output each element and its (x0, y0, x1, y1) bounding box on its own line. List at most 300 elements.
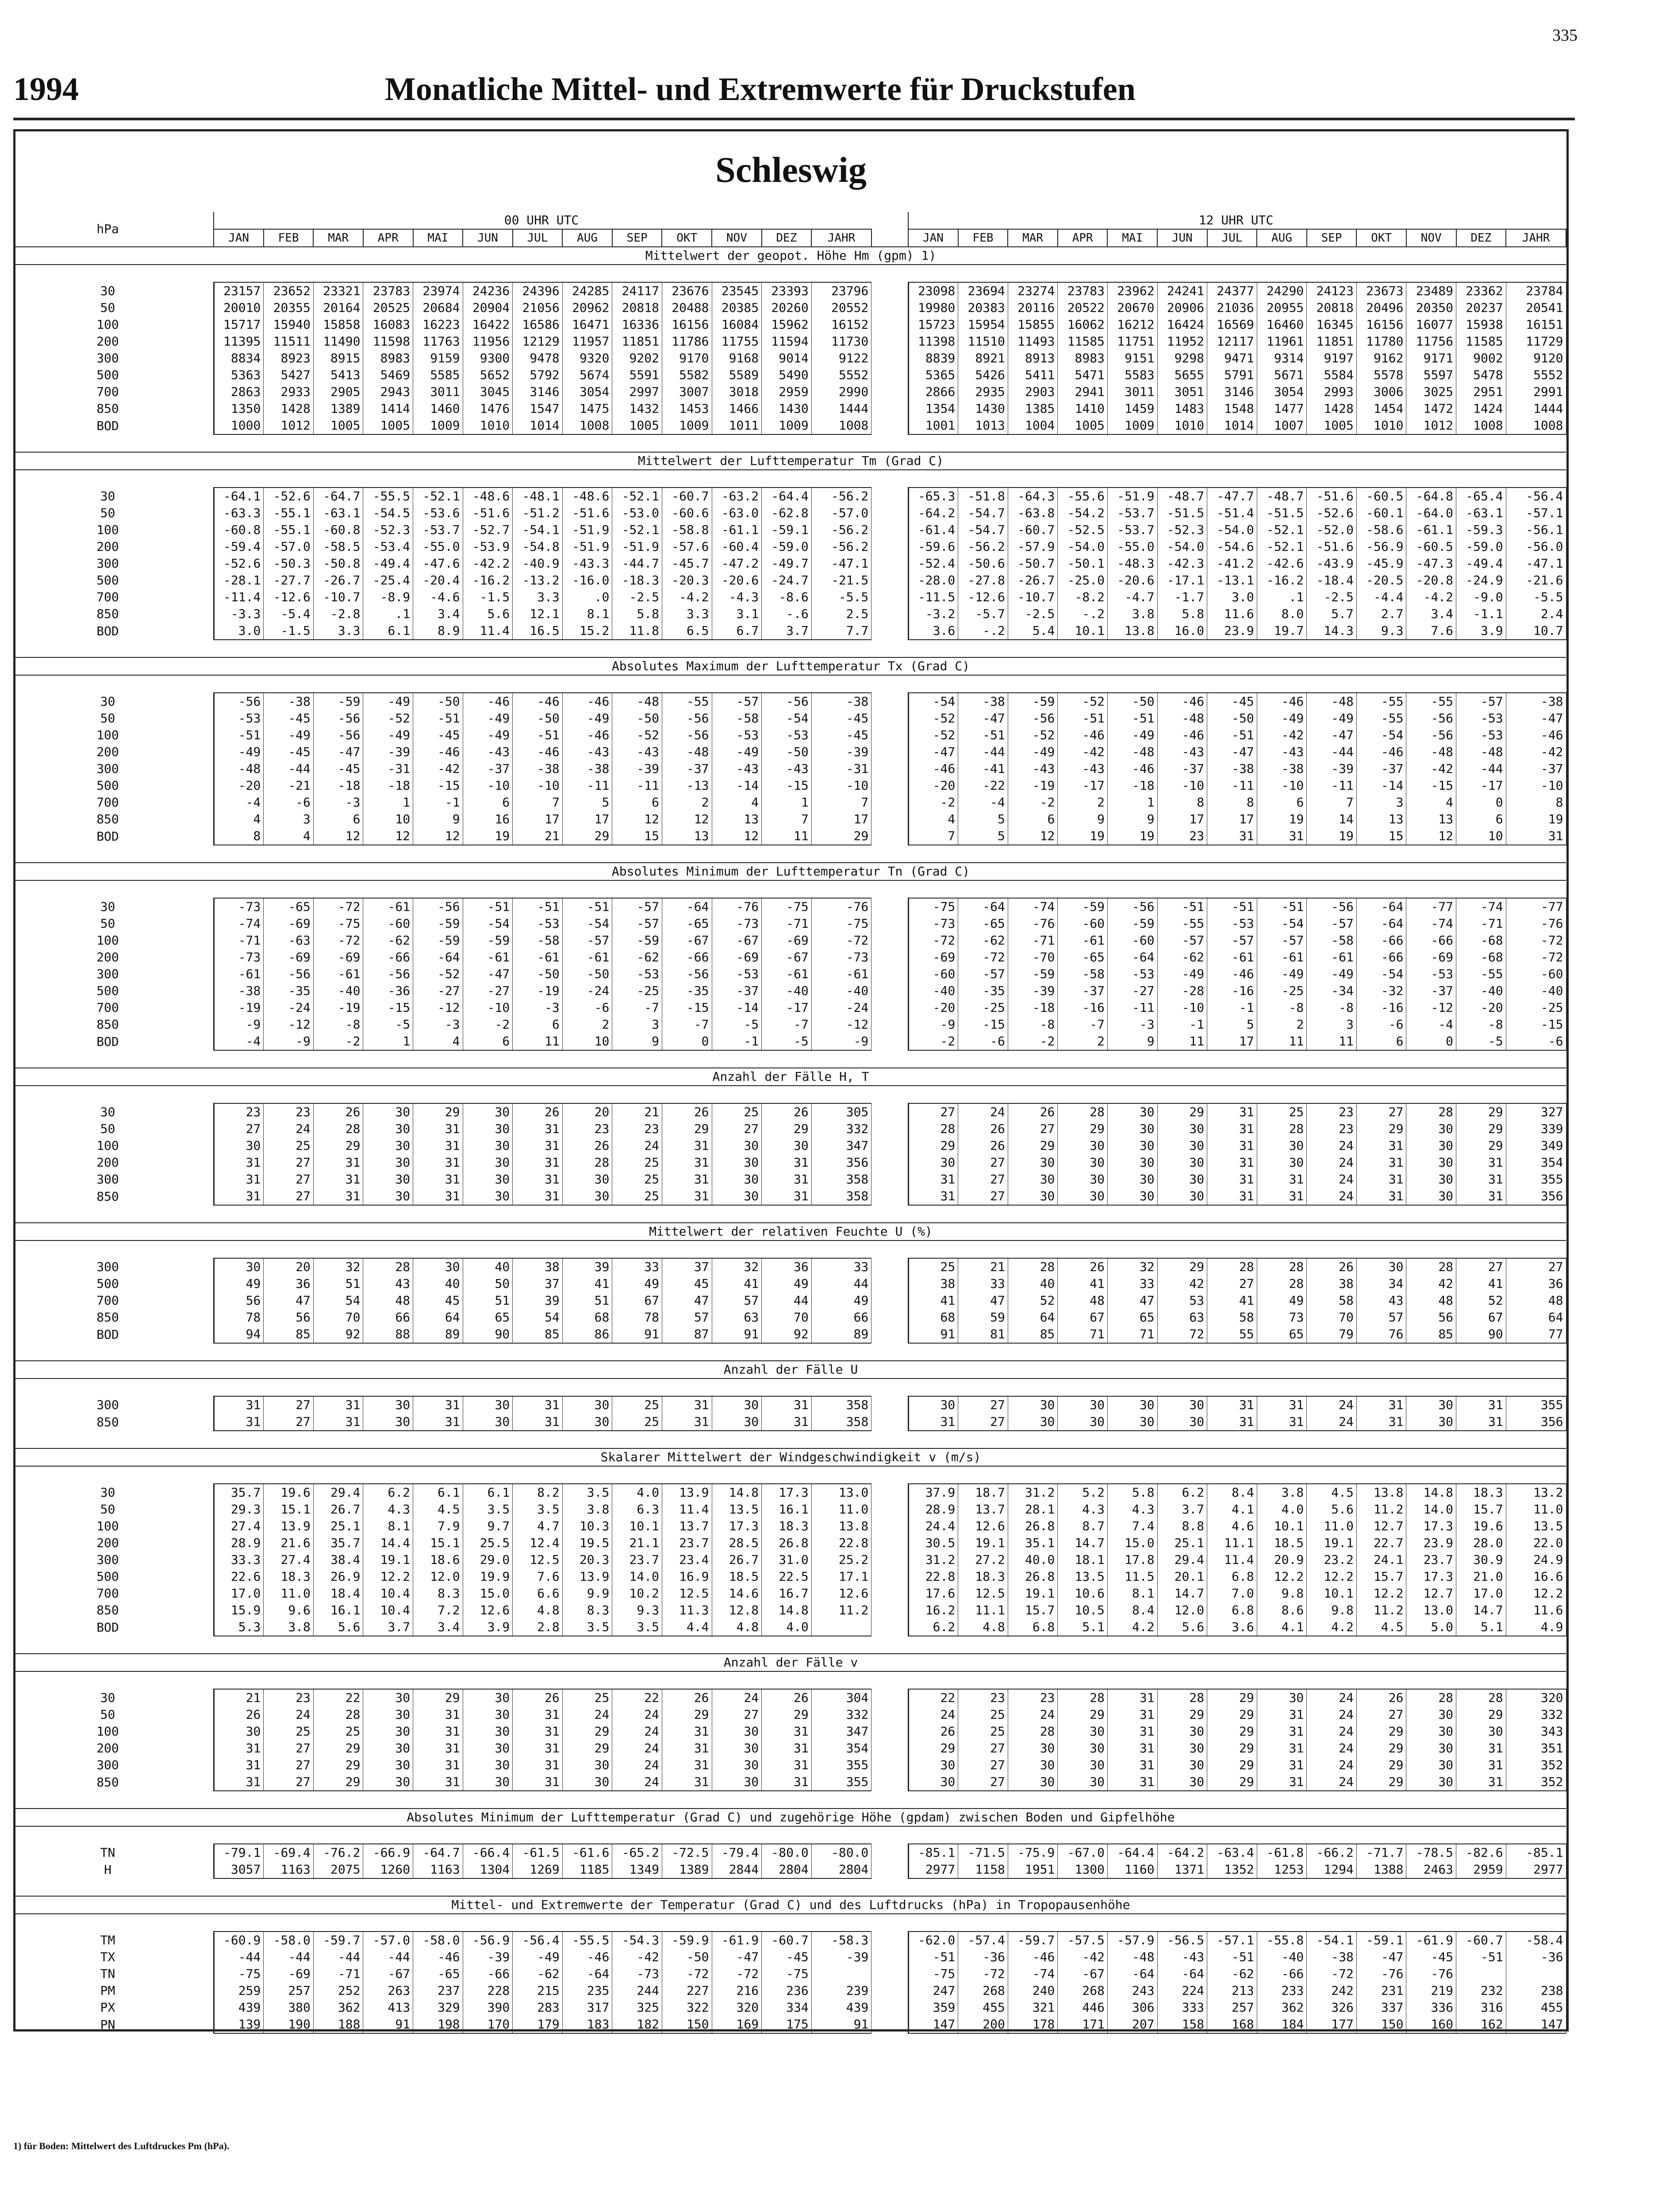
value-cell-12: 20.1 (1157, 1568, 1207, 1585)
value-cell-12: 1428 (1307, 400, 1357, 417)
value-cell-12: 5.4 (1008, 622, 1058, 640)
value-cell-00: -7 (662, 1016, 712, 1033)
value-cell-12: 41 (1456, 1275, 1506, 1292)
value-cell-12: 10.7 (1506, 622, 1566, 640)
value-cell-00: 6 (313, 811, 363, 828)
value-cell-00: 5.8 (612, 606, 662, 622)
value-cell-12: -52.4 (908, 555, 958, 572)
value-cell-00: -19 (214, 999, 264, 1016)
value-cell-00: 31 (413, 1188, 463, 1205)
table-row (15, 1602, 1566, 1619)
value-cell-12: -53 (1406, 966, 1456, 983)
value-cell-12: -47 (1506, 710, 1566, 727)
value-cell-12: -43.9 (1307, 555, 1357, 572)
section-spacer (15, 1636, 1566, 1654)
value-cell-00: -79.1 (214, 1844, 264, 1861)
row-label: 500 (96, 1569, 119, 1584)
value-cell-12: 24.1 (1356, 1551, 1406, 1568)
value-cell-00: -56 (313, 727, 363, 744)
value-cell-12: -54 (908, 693, 958, 710)
value-cell-12: 160 (1406, 2016, 1456, 2033)
value-cell-12: 24 (1307, 1740, 1357, 1757)
value-cell-12: 14.0 (1406, 1501, 1456, 1518)
value-cell-00: 26 (662, 1103, 712, 1121)
value-cell-00: 21056 (513, 300, 563, 316)
value-cell-00: 358 (811, 1413, 871, 1431)
value-cell-00: 11 (513, 1033, 563, 1050)
value-cell-12: 28 (1008, 1723, 1058, 1740)
value-cell-12: 29 (1207, 1757, 1257, 1774)
value-cell-12: 30 (1008, 1774, 1058, 1791)
value-cell-00: -66 (463, 1966, 513, 1982)
group-header-12utc: 12 UHR UTC (908, 212, 1566, 229)
value-cell-00: 1009 (762, 417, 812, 434)
gap-cell (200, 333, 214, 350)
row-label: 50 (100, 506, 115, 520)
value-cell-12: 1253 (1257, 1861, 1307, 1878)
value-cell-12: 15.7 (1008, 1602, 1058, 1619)
value-cell-00: 1350 (214, 400, 264, 417)
value-cell-12: 14.8 (1406, 1484, 1456, 1501)
value-cell-12: 3051 (1157, 384, 1207, 400)
value-cell-00: 31 (413, 1137, 463, 1154)
value-cell-00: 12129 (513, 333, 563, 350)
section-title-row (15, 1809, 1566, 1826)
value-cell-12: 1459 (1107, 400, 1157, 417)
value-cell-00: 31 (762, 1396, 812, 1413)
value-cell-12: 34 (1356, 1275, 1406, 1292)
value-cell-00: 322 (662, 1999, 712, 2016)
value-cell-12: 356 (1506, 1188, 1566, 1205)
value-cell-12: 19 (1107, 828, 1157, 845)
value-cell-00: -74 (214, 915, 264, 932)
value-cell-12: -51 (1456, 1949, 1506, 1966)
month-header-00-nov: NOV (712, 229, 762, 247)
value-cell-00: 13 (662, 828, 712, 845)
value-cell-12: 31.2 (908, 1551, 958, 1568)
spacer-cell (15, 1826, 1566, 1844)
gap-cell (871, 417, 908, 434)
value-cell-00: 6.6 (513, 1585, 563, 1602)
value-cell-12: 19 (1506, 811, 1566, 828)
value-cell-00: 356 (811, 1154, 871, 1171)
value-cell-12: 52 (1008, 1292, 1058, 1309)
value-cell-00: 70 (762, 1309, 812, 1326)
value-cell-12: 31 (1456, 1757, 1506, 1774)
value-cell-00: 9170 (662, 350, 712, 367)
value-cell-12: 43 (1356, 1292, 1406, 1309)
value-cell-12: 30 (1008, 1413, 1058, 1431)
value-cell-12: -57 (1207, 932, 1257, 949)
value-cell-00: 11594 (762, 333, 812, 350)
value-cell-00: 22 (313, 1689, 363, 1706)
value-cell-12: -75 (908, 1966, 958, 1982)
gap-cell (871, 1292, 908, 1309)
value-cell-12: -45 (1207, 693, 1257, 710)
value-cell-12: 4.1 (1257, 1619, 1307, 1636)
value-cell-12: -50.1 (1058, 555, 1108, 572)
value-cell-00: 1163 (413, 1861, 463, 1878)
value-cell-12: 31 (1257, 828, 1307, 845)
value-cell-00: 12.2 (363, 1568, 413, 1585)
value-cell-00: -63.2 (712, 488, 762, 505)
value-cell-12: 17.8 (1107, 1551, 1157, 1568)
value-cell-00: 26 (762, 1689, 812, 1706)
value-cell-12: 6.8 (1008, 1619, 1058, 1636)
value-cell-00: 17 (513, 811, 563, 828)
gap-cell (871, 1501, 908, 1518)
value-cell-00: 16.7 (762, 1585, 812, 1602)
value-cell-12: 19.6 (1456, 1518, 1506, 1535)
value-cell-00: 28.5 (712, 1535, 762, 1551)
value-cell-00: 5652 (463, 367, 513, 384)
value-cell-00: 11511 (264, 333, 314, 350)
value-cell-12: 18.5 (1257, 1535, 1307, 1551)
gap-cell (200, 710, 214, 727)
value-cell-00: -59 (313, 693, 363, 710)
value-cell-12: -50.6 (958, 555, 1008, 572)
value-cell-00: 23393 (762, 282, 812, 300)
value-cell-00: 30 (712, 1413, 762, 1431)
value-cell-00: 1389 (662, 1861, 712, 1878)
value-cell-00: 15.9 (214, 1602, 264, 1619)
gap-cell (200, 1723, 214, 1740)
value-cell-00: 17.3 (762, 1484, 812, 1501)
row-label: 200 (96, 1741, 119, 1755)
value-cell-12: 14 (1307, 811, 1357, 828)
value-cell-12: 7.4 (1107, 1518, 1157, 1535)
value-cell-12: 17.6 (908, 1585, 958, 1602)
section-title-row (15, 1361, 1566, 1379)
value-cell-12: -61.1 (1406, 522, 1456, 538)
value-cell-12: 30 (1157, 1188, 1207, 1205)
value-cell-12: -6 (958, 1033, 1008, 1050)
table-row (15, 1535, 1566, 1551)
value-cell-00: 50 (463, 1275, 513, 1292)
value-cell-12: -54.0 (1058, 538, 1108, 555)
value-cell-00: 183 (562, 2016, 612, 2033)
value-cell-12: -4.4 (1356, 589, 1406, 606)
value-cell-12: 5552 (1506, 367, 1566, 384)
value-cell-12: 1444 (1506, 400, 1566, 417)
value-cell-00: 24 (612, 1706, 662, 1723)
value-cell-12: 5583 (1107, 367, 1157, 384)
gap-cell (871, 1121, 908, 1137)
value-cell-00: 182 (612, 2016, 662, 2033)
value-cell-00: 15858 (313, 316, 363, 333)
value-cell-12: 24 (1307, 1706, 1357, 1723)
gap-cell (200, 555, 214, 572)
value-cell-12: -39 (1008, 983, 1058, 999)
value-cell-00: -46 (513, 744, 563, 760)
value-cell-00: 19.1 (363, 1551, 413, 1568)
value-cell-00: 30 (762, 1137, 812, 1154)
value-cell-00: 40 (413, 1275, 463, 1292)
value-cell-00: 30 (712, 1757, 762, 1774)
value-cell-00: 9159 (413, 350, 463, 367)
value-cell-12: 29 (1456, 1103, 1506, 1121)
value-cell-12: 85 (1008, 1326, 1058, 1343)
value-cell-00: 31 (762, 1723, 812, 1740)
value-cell-00: -53 (712, 727, 762, 744)
gap-cell (200, 1309, 214, 1326)
value-cell-12: -49 (1157, 966, 1207, 983)
value-cell-12: 147 (908, 2016, 958, 2033)
value-cell-00: 14.8 (762, 1602, 812, 1619)
value-cell-00: 32 (712, 1258, 762, 1275)
value-cell-00: 16.1 (313, 1602, 363, 1619)
value-cell-00: -53.0 (612, 505, 662, 522)
value-cell-12: 20237 (1456, 300, 1506, 316)
value-cell-12: -54.7 (958, 505, 1008, 522)
row-label: 500 (96, 573, 119, 588)
value-cell-12: 30 (1157, 1154, 1207, 1171)
value-cell-12: -46 (1157, 693, 1207, 710)
value-cell-12: -55 (1356, 693, 1406, 710)
value-cell-12: -2.5 (1008, 606, 1058, 622)
value-cell-12: -20.8 (1406, 572, 1456, 589)
value-cell-12: 238 (1506, 1982, 1566, 1999)
gap-cell (200, 1396, 214, 1413)
value-cell-00: -64.7 (413, 1844, 463, 1861)
value-cell-12: -37 (1058, 983, 1108, 999)
value-cell-00: 22 (612, 1689, 662, 1706)
value-cell-12: -32 (1356, 983, 1406, 999)
value-cell-00: 89 (413, 1326, 463, 1343)
value-cell-12: -65 (958, 915, 1008, 932)
table-row (15, 1999, 1566, 2016)
value-cell-12: -75.9 (1008, 1844, 1058, 1861)
value-cell-00: 30 (712, 1723, 762, 1740)
value-cell-12: 316 (1456, 1999, 1506, 2016)
value-cell-12: 28 (1257, 1121, 1307, 1137)
value-cell-12: 12 (1008, 828, 1058, 845)
spacer-cell (15, 1431, 1566, 1448)
gap-cell (200, 572, 214, 589)
value-cell-00: 23974 (413, 282, 463, 300)
value-cell-00: 304 (811, 1689, 871, 1706)
value-cell-00: 29 (762, 1706, 812, 1723)
value-cell-00: 18.3 (762, 1518, 812, 1535)
gap-cell (871, 744, 908, 760)
row-label: 500 (96, 778, 119, 793)
value-cell-00: -53 (712, 966, 762, 983)
value-cell-00: -59.7 (313, 1932, 363, 1949)
value-cell-00: -61.5 (513, 1844, 563, 1861)
value-cell-12: 10 (1456, 828, 1506, 845)
value-cell-00: 8.1 (562, 606, 612, 622)
month-header-00-aug: AUG (562, 229, 612, 247)
value-cell-00: -52 (363, 710, 413, 727)
value-cell-12: 27 (1207, 1275, 1257, 1292)
value-cell-00: 26 (214, 1706, 264, 1723)
value-cell-00: 30 (463, 1396, 513, 1413)
value-cell-00: 30 (463, 1188, 513, 1205)
value-cell-00: -49 (264, 727, 314, 744)
value-cell-12: 29 (1157, 1706, 1207, 1723)
row-label: 850 (96, 1774, 119, 1790)
value-cell-12: -38 (958, 693, 1008, 710)
value-cell-12: 8.0 (1257, 606, 1307, 622)
value-cell-00: 1009 (413, 417, 463, 434)
month-header-12-okt: OKT (1356, 229, 1406, 247)
value-cell-00: 91 (363, 2016, 413, 2033)
value-cell-00: -46 (413, 1949, 463, 1966)
value-cell-00: 3.3 (513, 589, 563, 606)
value-cell-12: -36 (958, 1949, 1008, 1966)
value-cell-00: -72.5 (662, 1844, 712, 1861)
value-cell-12: -54.6 (1207, 538, 1257, 555)
value-cell-12: 5655 (1157, 367, 1207, 384)
value-cell-00: 3.3 (662, 606, 712, 622)
value-cell-12: 73 (1257, 1309, 1307, 1326)
gap-cell (200, 1932, 214, 1949)
row-label: 700 (96, 384, 119, 399)
value-cell-00: 237 (413, 1982, 463, 1999)
value-cell-12: 31 (908, 1188, 958, 1205)
value-cell-12: 28 (1456, 1689, 1506, 1706)
value-cell-00: -8.6 (762, 589, 812, 606)
spacer-cell (15, 845, 1566, 863)
row-label: 700 (96, 590, 119, 604)
value-cell-00: -66 (363, 949, 413, 966)
value-cell-12: 339 (1506, 1121, 1566, 1137)
value-cell-12: 168 (1207, 2016, 1257, 2033)
value-cell-00: 39 (562, 1258, 612, 1275)
value-cell-12: -14 (1356, 777, 1406, 794)
value-cell-00: 235 (562, 1982, 612, 1999)
value-cell-12: .1 (1257, 589, 1307, 606)
value-cell-00: 30 (363, 1103, 413, 1121)
value-cell-12: -53 (1456, 727, 1506, 744)
value-cell-00: -73 (214, 898, 264, 915)
value-cell-00: 30 (413, 1258, 463, 1275)
value-cell-12: 30 (1406, 1723, 1456, 1740)
gap-cell (200, 1861, 214, 1878)
value-cell-12: 30 (1058, 1188, 1108, 1205)
gap-cell (871, 1258, 908, 1275)
gap-cell (200, 1413, 214, 1431)
value-cell-12: -8 (1456, 1016, 1506, 1033)
value-cell-12: -58 (1307, 932, 1357, 949)
value-cell-12: 30 (1157, 1137, 1207, 1154)
value-cell-00: -59.1 (762, 522, 812, 538)
value-cell-12: 23.2 (1307, 1551, 1357, 1568)
row-label: TX (100, 1950, 115, 1964)
gap-cell (200, 983, 214, 999)
value-cell-00: -49 (363, 693, 413, 710)
value-cell-12: -3 (1107, 1016, 1157, 1033)
gap-cell (200, 488, 214, 505)
value-cell-12: 2.7 (1356, 606, 1406, 622)
row-label: 500 (96, 983, 119, 998)
value-cell-00: 15 (612, 828, 662, 845)
table-row (15, 898, 1566, 915)
value-cell-00: 239 (811, 1982, 871, 1999)
value-cell-12: 18.3 (958, 1568, 1008, 1585)
value-cell-12: 3146 (1207, 384, 1257, 400)
value-cell-12: 1009 (1107, 417, 1157, 434)
value-cell-12: 19.1 (1008, 1585, 1058, 1602)
value-cell-12: 20116 (1008, 300, 1058, 316)
value-cell-00: 198 (413, 2016, 463, 2033)
value-cell-12: -64.0 (1406, 505, 1456, 522)
value-cell-12: 24 (1307, 1757, 1357, 1774)
gap-cell (200, 1292, 214, 1309)
value-cell-12: -45.9 (1356, 555, 1406, 572)
value-cell-12: 31 (1207, 1103, 1257, 1121)
value-cell-00: -75 (811, 915, 871, 932)
row-label: 100 (96, 728, 119, 742)
value-cell-00: -9 (214, 1016, 264, 1033)
spacer-cell (15, 1205, 1566, 1223)
value-cell-12: -71.5 (958, 1844, 1008, 1861)
value-cell-12: 15723 (908, 316, 958, 333)
value-cell-12: 3.8 (1257, 1484, 1307, 1501)
value-cell-00: 11.3 (662, 1602, 712, 1619)
value-cell-00: 3.4 (413, 606, 463, 622)
value-cell-00: -45 (762, 1949, 812, 1966)
value-cell-12: -52.6 (1307, 505, 1357, 522)
value-cell-00: 2804 (762, 1861, 812, 1878)
value-cell-12: 30 (1107, 1188, 1157, 1205)
section-spacer (15, 265, 1566, 282)
value-cell-00: 40 (463, 1258, 513, 1275)
gap-cell (200, 212, 214, 229)
value-cell-12: 1472 (1406, 400, 1456, 417)
row-label: PN (100, 2017, 115, 2032)
value-cell-12: 31 (1207, 1121, 1257, 1137)
value-cell-12: 8.7 (1058, 1518, 1108, 1535)
value-cell-12: 355 (1506, 1396, 1566, 1413)
value-cell-00: 390 (463, 1999, 513, 2016)
gap-cell (871, 983, 908, 999)
value-cell-12: 29 (1356, 1121, 1406, 1137)
value-cell-12: 3.9 (1456, 622, 1506, 640)
value-cell-12: 72 (1157, 1326, 1207, 1343)
value-cell-00: -55.1 (264, 522, 314, 538)
value-cell-12: 26 (908, 1723, 958, 1740)
value-cell-00: 24 (712, 1689, 762, 1706)
value-cell-00: -72 (811, 932, 871, 949)
value-cell-12: 10.1 (1058, 622, 1108, 640)
value-cell-12: 19.1 (1307, 1535, 1357, 1551)
value-cell-12: 1294 (1307, 1861, 1357, 1878)
value-cell-12: 359 (908, 1999, 958, 2016)
spacer-cell (15, 265, 1566, 282)
value-cell-12: 13.2 (1506, 1484, 1566, 1501)
value-cell-12: -53 (1107, 966, 1157, 983)
value-cell-00: 3.5 (612, 1619, 662, 1636)
value-cell-12: 23362 (1456, 282, 1506, 300)
value-cell-00: 15940 (264, 316, 314, 333)
month-header-12-dez: DEZ (1456, 229, 1506, 247)
value-cell-12: 19 (1307, 828, 1357, 845)
value-cell-12: -49 (1107, 727, 1157, 744)
gap-cell (871, 350, 908, 367)
value-cell-00: 29 (313, 1137, 363, 1154)
section-spacer (15, 675, 1566, 693)
value-cell-12: -48.3 (1107, 555, 1157, 572)
row-label: BOD (96, 1620, 119, 1635)
value-cell-00: -54 (463, 915, 513, 932)
table-row (15, 1137, 1566, 1154)
value-cell-00: 3.8 (264, 1619, 314, 1636)
value-cell-12: 31 (1356, 1188, 1406, 1205)
section-spacer (15, 434, 1566, 452)
value-cell-12: 31 (1356, 1154, 1406, 1171)
value-cell-12: 31 (1257, 1413, 1307, 1431)
